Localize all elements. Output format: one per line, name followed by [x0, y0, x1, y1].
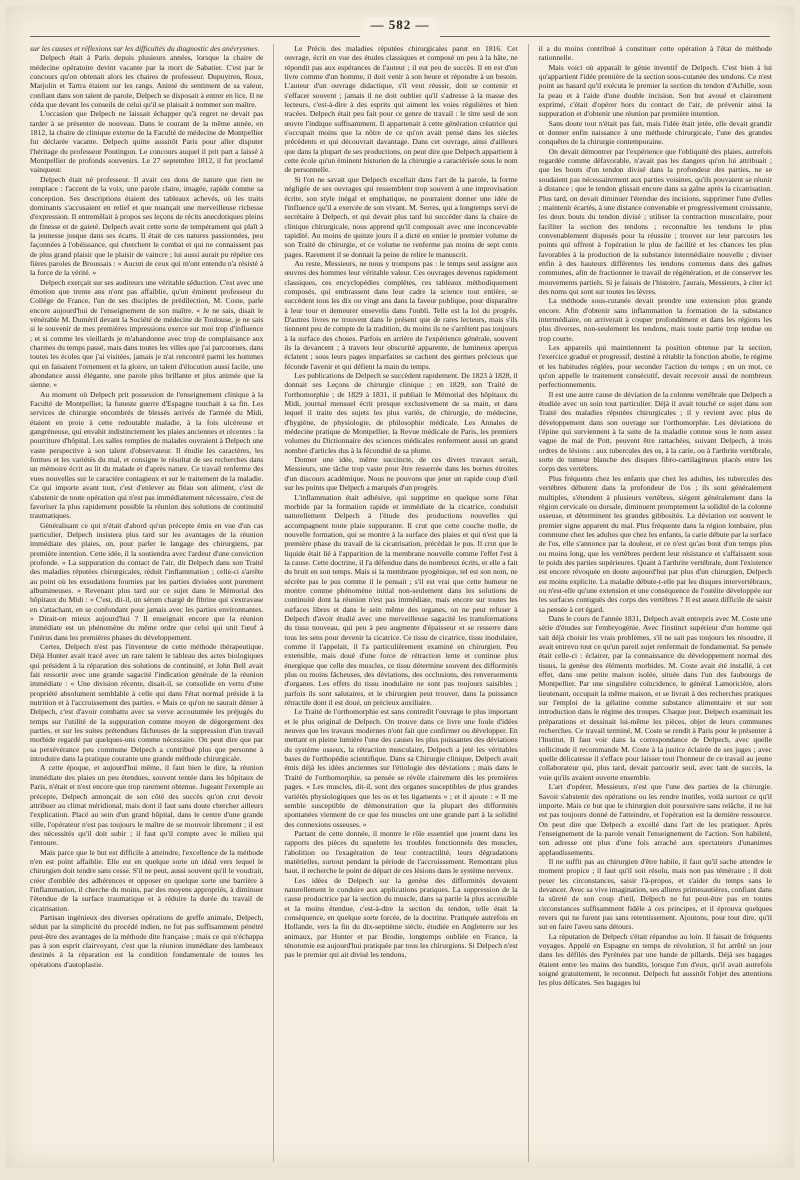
paragraph: il a du moins contribué à constituer cette opération à l'état de méthode rationnelle. — [538, 44, 772, 63]
paragraph: On devait démontrer par l'expérience que l'obliquité des plaies, autrefois regardée comme défavorable, n'avait pas les dangers qu'on lui attribuait ; que les bouts d'un tendon divisé dans la profondeur des parties, ne se soudaient pas nécessairement aux parties voisines, qu'ils pouvaient se réunir à distance ; que le tendon glissait encore dans sa gaîne après la cicatrisation. Plus tard, on devait diminuer l'étendue des incisions, supprimer l'une d'elles ; maintenir écartés, à une distance convenable et progressivement croissante, les deux bouts du tendon divisé ; utiliser la contraction musculaire, pour faciliter la section des tendons ; reconnaître les tendons le plus convenablement disposés pour la réussite ; trouver sur leur parcours les points qui offrent à l'opération le plus de facilité et les chances les plus favorables à la production de la substance intermédiaire nouvelle ; diviser enfin à des hauteurs différentes les tendons contenus dans des gaînes communes, afin de fractionner le travail de régénération, et de conserver les mouvements partiels. Si je faisais de l'histoire, j'aurais, Messieurs, à citer ici des noms qui sont sur toutes les lèvres. — [538, 146, 772, 296]
paragraph: La réputation de Delpech s'était répandue au loin. Il faisait de fréquents voyages. Appelé en Espagne en temps de révolution, il fut arrêté un jour dans les défilés des Pyrénées par une bande de pillards. Déjà ses bagages étaient entre les mains des bandits, lorsque l'un d'eux, qu'il avait autrefois soigné gratuitement, le reconnut. Delpech fut aussitôt l'objet des attentions les plus délicates. Ses bagages lui — [538, 931, 772, 988]
paragraph: Donner une idée, même succincte, de ces divers travaux serait, Messieurs, une tâche trop vaste pour être resserrée dans les bornes étroites d'un discours académique. Nous ne pouvons que jeter un rapide coup d'œil sur les points que Delpech a marqués d'un progrès. — [284, 455, 518, 493]
paragraph: Les idées de Delpech sur la genèse des difformités devaient naturellement le conduire aux applications pratiques. La suppression de la cause productrice par la section du muscle, dans sa partie la plus accessible et la moins étendue, c'est-à-dire la section du tendon, telle était la conséquence, en quelque sorte forcée, de la doctrine. Pratiquée autrefois en Hollande, vers la fin du dix-septième siècle, étudiée en Angleterre sur les animaux, par Hunter et par Brodie, longtemps oubliée en France, la ténotomie est aujourd'hui pratiquée par tous les chirurgiens. Si Delpech n'est pas le premier qui ait divisé les tendons, — [284, 875, 518, 960]
paragraph: Sans doute tout n'était pas fait, mais l'idée était jetée, elle devait grandir et donner enfin naissance à une méthode chirurgicale, l'une des grandes conquêtes de la chirurgie contemporaine. — [538, 118, 772, 147]
paragraph: L'art d'opérer, Messieurs, n'est que l'une des parties de la chirurgie. Savoir s'abstenir des opérations ou les rendre inutiles, voilà surtout ce qu'il importe. Mais ce but que le chirurgien doit poursuivre sans relâche, il ne lui est pas toujours donné de l'atteindre, et l'opération est la dernière ressource. On peut dire que Delpech a excellé dans l'art de les pratiquer. Après l'enseignement de la parole venait l'enseignement de l'action. Son habileté, son adresse ont plus d'une fois arraché aux spectateurs d'unanimes applaudissements. — [538, 782, 772, 857]
paragraph: Delpech était à Paris depuis plusieurs années, lorsque la chaire de médecine opératoire devint vacante par la mort de Sabatier. C'est par le concours qu'on obtenait alors les chaires de professeur. Dupuytren, Roux, Marjolin et Tartra étaient sur les rangs. Animé du sentiment de sa valeur, confiant dans son talent de parole, Delpech se disposait à entrer en lice. Il ne céda que devant les conseils de celui qu'il se plaisait à nommer son maître. — [30, 53, 264, 110]
paragraph: Delpech était né professeur. Il avait ces dons de nature que rien ne remplace : l'accent de la voix, une parole claire, imagée, rapide comme sa conception. Ses descriptions étaient des tableaux achevés, où les traits dominants s'accusaient en relief et que nuançait une merveilleuse richesse d'expression. Il entremêlait à propos ses leçons de récits anecdotiques pleins de finesse et de gaieté. Delpech avait cette sorte de tempérament qui plaît à la jeunesse jusque dans ses écarts. Il était de ces natures passionnées, peu façonnées à l'obéissance, qui cherchent le combat et qui ne connaissent pas de plus grand plaisir que le plaisir de vaincre ; lui aussi aurait pu répéter ces fières paroles de Broussais : « Aucun de ceux qui m'ont entendu n'a résisté à la force de la vérité. » — [30, 174, 264, 278]
paragraph: Partisan ingénieux des diverses opérations de greffe animale, Delpech, séduit par la simplicité du procédé indien, ne fut pas suffisamment pénétré peut-être des avantages de la méthode dite française ; mais ce qui n'échappa pas à son esprit clairvoyant, c'est que la réunion immédiate des lambeaux destinés à la réparation est la condition fondamentale de toutes les opérations d'autoplastie. — [30, 912, 264, 969]
text-columns — [30, 44, 772, 1162]
page-header — [6, 16, 794, 38]
paragraph: Il est une autre cause de déviation de la colonne vertébrale que Delpech a étudiée avec un soin tout particulier. Déjà il avait touché ce sujet dans son Traité des maladies réputées chirurgicales ; il y revient avec plus de développement dans son ouvrage sur l'orthomorphie. Les déviations de l'épine qui surviennent à la suite de la maladie connue sous le nom assez vague de mal de Pott, peuvent être rattachées, suivant Delpech, à trois ordres de lésions : aux tubercules des os, à la carie, ou à l'arthrite vertébrale, sorte de tumeur blanche des disques fibro-cartilagineux placés entre les corps des vertèbres. — [538, 389, 772, 474]
paragraph: L'inflammation était adhésive, qui supprime en quelque sorte l'état morbide par la formation rapide et immédiate de la cicatrice, conduisit naturellement Delpech à l'étude des productions nouvelles qui accompagnent toute plaie suppurante. Il crut que cette couche molle, de nouvelle formation, qui se montre à la surface des plaies et qui n'est que la première phase du travail de la cicatrisation, précédait le pus. Il crut que le liquide était lié à l'apparition de la membrane nouvelle comme l'effet l'est à la cause. Cette doctrine, il l'a défendue dans de nombreux écrits, et elle a fait du bruit en son temps. Mais si la membrane pyogénique, tel est son nom, ne sécrète pas le pus comme il le pensait ; s'il est vrai que cette humeur ne montre comme phénomène initial non-seulement dans les solutions de continuité dont la réunion n'est pas immédiate, mais encore sur toutes les surfaces libres et dans le sein même des organes, on ne peut refuser à Delpech d'avoir étudié avec une merveilleuse sagacité les transformations du tissu nouveau, qui peu à peu augmente d'épaisseur et se resserre dans tous les sens pour devenir la cicatrice. Ce tissu de cicatrice, tissu inodulaire, comme il l'appelait, il l'a particulièrement examiné en chirurgien. Peu extensible, mais doué d'une force de rétraction lente et continue plus énergique que celle des muscles, ce tissu détermine souvent des difformités plus ou moins fâcheuses, des déviations, des occlusions, des renversements d'organes. Les effets du tissu inodulaire ne sont pas toujours saisibles ; parfois ils sont salutaires, et le chirurgien peut trouver, dans la puissance rétractile dont il est doué, un précieux auxiliaire. — [284, 492, 518, 708]
paragraph: Au reste, Messieurs, ne nous y trompons pas : le temps seul assigne aux œuvres des hommes leur véritable valeur. Ces ouvrages devenus rapidement classiques, ces encyclopédies complètes, ces tableaux méthodiquement composés, qui embrassent dans leur cadre la science tout entière, se succèdent tous les dix ou vingt ans dans la faveur publique, pour disparaître à leur tour et demeurer ensevelis dans l'oubli. Telle est la loi du progrès. D'autres livres ne trouvent dans le présent que de rares lecteurs, mais s'ils tiennent peu de compte de la tradition, du moins ils ne s'arrêtent pas toujours à la surface des choses. Parfois en arrière de l'expérience générale, souvent ils la devancent ; à travers leur obscurité apparente, de lumineux aperçus éclatent ; sous leurs pages imparfaites se cachent des germes précieux que féconde l'avenir et qui défient la main du temps. — [284, 258, 518, 371]
paragraph: Delpech exerçait sur ses auditeurs une véritable séduction. C'est avec une émotion que trente ans n'ont pas affaiblie, qu'un éminent professeur du Collége de France, l'un de ses disciples de prédilection, M. Coste, parle encore aujourd'hui de l'enseignement de son maître. « Je ne sais, disait le vénérable M. Duméril devant la Société de médecine de Toulouse, je ne sais si le souvenir de mes premières impressions exerce sur moi trop d'influence ; et si comme les vieillards je m'abandonne avec trop de complaisance aux charmes du temps passé, mais dans toutes les villes que j'ai parcourues, dans toutes les écoles que j'ai visitées, jamais je n'ai rencontré parmi les hommes qui en faisaient l'ornement et la gloire, un talent d'élocution aussi facile, une abondance aussi élégante, une parole plus brillante et plus animée que la sienne. » — [30, 277, 264, 390]
column-middle — [284, 44, 517, 1162]
header-rule-left — [30, 36, 360, 37]
paragraph: sur les causes et réflexions sur les difficultés du diagnostic des anévrysmes. — [30, 44, 260, 53]
paragraph: Plus fréquents chez les enfants que chez les adultes, les tubercules des vertèbres débutent dans la profondeur de l'os ; ils sont généralement multiples, s'étendent à plusieurs vertèbres, siégent généralement dans la région cervicale ou dorsale, diminuent promptement la solidité de la colonne osseuse, et déterminent les grandes gibbosités. La déviation est souvent le premier signe apparent du mal. Plus fréquente dans la région lombaire, plus commune chez les adultes que chez les enfants, la carie débute par la surface de l'os, elle s'annonce par la douleur, et ce n'est qu'au bout d'un temps plus ou moins long, que les vertèbres perdent leur résistance et s'affaissent sous le poids des parties supérieures. Quant à l'arthrite vertébrale, dont l'existence est encore révoquée en doute aujourd'hui par plus d'un chirurgien, Delpech est moins explicite. La maladie débute-t-elle par les disques intervertébraux, ou n'est-elle qu'une extension et une conséquence de l'ostéite développée sur les surfaces contiguës des corps des vertèbres ? Il est assez difficile de saisir sa pensée à cet égard. — [538, 473, 772, 614]
column-left — [30, 44, 263, 1162]
paragraph: Le Traité de l'orthomorphie est sans contredit l'ouvrage le plus important et le plus original de Delpech. On trouve dans ce livre une foule d'idées neuves que les travaux modernes n'ont fait que confirmer ou développer. En mettant en pleine lumière l'une des causes les plus puissantes des déviations du système osseux, la rétraction musculaire, Delpech a jeté les véritables bases de l'orthopédie scientifique. Dans sa Chirurgie clinique, Delpech avait émis déjà les idées anciennes sur l'étiologie des déviations ; mais dans le Traité de l'orthomorphie, sa pensée se révèle clairement dès les premières pages. « Les muscles, dit-il, sont des organes susceptibles de plus grandes variétés physiologiques que les os et les ligaments » ; et il ajoute : « Il me semble susceptible de démonstration que la plupart des difformités spontanées viennent de ce que les muscles ont une grande part à la solidité des connexions osseuses. » — [284, 707, 518, 829]
column-right — [539, 44, 772, 1162]
paragraph: Les appareils qui maintiennent la position obtenue par la section, l'exercice gradué et progressif, destiné à rétablir la fonction abolie, le régime et les habitudes réglées, pour seconder l'action du temps ; en un mot, ce qu'on appelle le traitement consécutif, devait recevoir aussi de nombreux perfectionnements. — [538, 343, 772, 390]
paragraph: Dans le cours de l'année 1831, Delpech avait entrepris avec M. Coste une série d'études sur l'embryogénie. Avec l'instinct supérieur d'un homme qui sait déjà choisir les vrais problèmes, s'il ne sait pas toujours les résoudre, il avait entrevu tout ce qu'un pareil sujet renfermait de fondamental. Sa pensée était celle-ci : éclairer, par la connaissance du développement normal des tissus, la genèse des éléments morbides. M. Coste avait été installé, à cet effet, dans une petite maison isolée, située dans l'un des faubourgs de Montpellier. Par une singulière coïncidence, le général Lamoricière, alors lieutenant, occupait la même maison, et se livrait à des recherches pratiques sur l'emploi de la gélatine comme substance alimentaire et sur son introduction dans le régime des troupes. Chaque jour, Delpech examinait les préparations et dessinait lui-même les pièces, objet de leurs communes recherches. Ce travail terminé, M. Coste se rendit à Paris pour le présenter à l'Institut. Il faut voir dans la correspondance de Delpech, avec quelle sollicitude il recommande M. Coste à la justice éclairée de ses juges ; avec quelle délicatesse il s'efface pour laisser tout l'honneur de ce travail au jeune collaborateur qui, plus tard, devait parcourir seul, avec tant de succès, la voie qu'ils avaient ouverte ensemble. — [538, 613, 772, 782]
paragraph: Le Précis des maladies réputées chirurgicales parut en 1816. Cet ouvrage, écrit en vue des études classiques et composé un peu à la hâte, ne répondit pas aux espérances de l'auteur ; il eut peu de succès. Il en est d'un livre comme d'un homme, il doit venir à son heure et répondre à un besoin. L'auteur d'un ouvrage didactique, s'il veut réussir, doit se contenir et s'effacer souvent ; jamais il ne doit oublier qu'il s'adresse à la masse des lecteurs, c'est-à-dire à des esprits qui aiment les voies régulières et bien tracées. Delpech était peu fait pour ce genre de travail : le titre seul de son œuvre l'indique suffisamment. Il appartenait à cette génération créatrice qui s'occupait moins que la nôtre de ce qu'on avait pensé dans les siècles précédents et qui découvrait davantage. Dans cet ouvrage, ainsi d'ailleurs que dans la plupart de ses productions, on peut dire que Delpech appartient à cette école qu'un éminent historien de la chirurgie a caractérisée sous le nom de personnelle. — [284, 44, 518, 175]
paragraph: Au moment où Delpech prit possession de l'enseignement clinique à la Faculté de Montpellier, la funeste guerre d'Espagne touchait à sa fin. Les services de chirurgie encombrés de blessés arrivés de l'armée du Midi, étaient en proie à cette redoutable maladie, à la fois ulcéreuse et gangréneuse, qui envahit indistinctement les plaies anciennes et récentes : la pourriture d'hôpital. Les salles remplies de malades ouvraient à Delpech une vaste perspective à son talent d'observateur. Il étudie les caractères, les formes et les variétés du mal, et consigne le résultat de ses recherches dans un mémoire écrit au lit du malade et d'après nature. Ce travail renferme des vues nouvelles sur le caractère contagieux et sur le traitement de la maladie. Ce qui importe avant tout, c'est d'enlever au fléau son aliment, c'est de s'abstenir de toute opération qui n'est pas immédiatement nécessaire, c'est de favoriser la plus rapidement possible la réunion des solutions de continuité traumatiques. — [30, 389, 264, 521]
paragraph: La méthode sous-cutanée devait prendre une extension plus grande encore. Afin d'obtenir sans inflammation la formation de la substance intermédiaire, on arriverait à couper profondément et dans les régions les plus diverses, non-seulement les tendons, mais toute partie trop tendue ou trop courte. — [538, 296, 772, 343]
column-divider — [273, 44, 274, 1162]
paragraph: Mais voici où apparaît le génie inventif de Delpech. C'est bien à lui qu'appartient l'idée première de la section sous-cutanée des tendons. Ce n'est point au hasard qu'il exécuta le premier la section du tendon d'Achille, sous la peau et à l'aide d'une double incision. Son but avoué et clairement exprimé, c'était d'opérer hors du contact de l'air, de prévenir ainsi la suppuration et d'obtenir une réunion par première intention. — [538, 62, 772, 119]
paragraph: Certes, Delpech n'est pas l'inventeur de cette méthode thérapeutique. Déjà Hunter avait tracé avec un rare talent le tableau des actes biologiques qui président à la réparation des solutions de continuité, et John Bell avait fait ressortir avec une grande sagacité l'indication générale de la réunion immédiate : « Une division récente, disait-il, se consolide en vertu d'une propriété absolument semblable à celle qui dans l'état normal préside à la nutrition et à l'accroissement des parties. » Mais ce qu'on ne saurait dénier à Delpech, c'est d'avoir combattu avec sa verve accoutumée les préjugés du temps sur l'utilité de la suppuration comme moyen de dégorgement des parties, et sur les suites prétendues fâcheuses de la suppression d'un travail morbide regardé par quelques-uns comme nécessaire. On peut dire que par sa persévérance peu commune Delpech a contribué plus que personne à introduire dans la pratique courante une grande méthode chirurgicale. — [30, 642, 264, 764]
paragraph: Partant de cette donnée, il montre le rôle essentiel que jouent dans les rapports des pièces du squelette les troubles fonctionnels des muscles, l'abolition ou l'exagération de leur contractilité, leurs dégradations matérielles, surtout pendant la période de l'accroissement. Remontant plus haut, il recherche le point de départ de ces lésions dans le système nerveux. — [284, 828, 518, 876]
paragraph: Les publications de Delpech se succèdent rapidement. De 1823 à 1828, il donnait ses Leçons de chirurgie clinique ; en 1829, son Traité de l'orthomorphie ; de 1829 à 1831, il publiait le Mémorial des hôpitaux du Midi, journal mensuel écrit presque exclusivement de sa main, et dans lequel il traite des sujets les plus variés, de chirurgie, de médecine, d'hygiène, de physiologie, de philosophie médicale. Les Annales de médecine pratique de Montpellier, la Revue médicale de Paris, les premiers volumes du Dictionnaire des sciences médicales renferment aussi un grand nombre d'articles dus à la fécondité de sa plume. — [284, 371, 518, 455]
paragraph: Il ne suffit pas au chirurgien d'être habile, il faut qu'il sache attendre le moment propice ; il faut qu'il soit résolu, mais non pas téméraire ; il doit peser les circonstances, saisir l'à-propos, et s'aider du temps sans le devancer. Avec sa vive imagination, ses allures primesautières, confiant dans la sûreté de son coup d'œil, Delpech ne fut peut-être pas en toutes circonstances suffisamment fidèle à ces principes, et il éprouva quelques revers qui ne furent pas sans retentissement. Ajoutons, pour tout dire, qu'il sut en faire l'aveu sans détours. — [538, 856, 772, 932]
newspaper-page — [6, 6, 794, 1168]
column-divider — [528, 44, 529, 1162]
paragraph: A cette époque, et aujourd'hui même, il faut bien le dire, la réunion immédiate des plaies un peu étendues, souvent tentée dans les hôpitaux de Paris, n'était et n'est encore que trop rarement obtenue. Jugeant l'exemple au précepte, Delpech annonçait de son côté des succès qu'on crut devoir attribuer au climat méridional, mais dont il faut sans doute chercher ailleurs l'explication. Placé au sein d'un grand hôpital, dans le centre d'une grande ville, l'opérateur n'est pas toujours le maître de se mouvoir librement ; il est des nécessités qu'il doit subir ; il faut qu'il compte avec le milieu qui l'entoure. — [30, 763, 264, 848]
paragraph: Généralisant ce qui n'était d'abord qu'un précepte émis en vue d'un cas particulier, Delpech insistera plus tard sur les avantages de la réunion immédiate des plaies, on, pour parler le langage des chirurgiens, par première intention. Cette idée, il la soutiendra avec l'ardeur d'une conviction profonde. « La suppuration du contact de l'air, dit Delpech dans son Traité des maladies réputées chirurgicales, réduit l'inflammation ; celle-ci s'arrête au point où les exsudations fournies par les parties divisées sont purement albumineuses. » Revenant plus tard sur ce sujet dans le Mémorial des hôpitaux du Midi : « C'est, dit-il, un sérum chargé de fibrine qui s'extravase en s'attachant, en se confondant pour jamais avec les parties environnantes. » Dirait-on mieux aujourd'hui ? Il enseignait encore que la réunion immédiate est un phénomène du même ordre que celui qui unit l'œuf à l'utérus dans les premières phases du développement. — [30, 520, 264, 642]
paragraph: Si l'on ne savait que Delpech excellait dans l'art de la parole, la forme négligée de ses ouvrages qui ressemblent trop souvent à une improvisation écrite, son style inégal et emphatique, ne pourraient donner une idée de l'influence qu'il a exercée de son vivant. M. Serres, qui a longtemps servi de secrétaire à Delpech, et qui devait plus tard lui succéder dans la chaire de clinique chirurgicale, nous apprend qu'il composait avec une inconcevable rapidité. Au moins de quinze jours il a dicté en entier le premier volume de son Traité de chirurgie, et ce volume ne renferme pas moins de sept cents pages. Rarement il se donnait la peine de relire le manuscrit. — [284, 174, 518, 259]
paragraph: L'occasion que Delpech ne laissait échapper qu'à regret ne devait pas tarder à se présenter de nouveau. Dans le courant de la même année, en 1812, la chaire de clinique externe de la Faculté de médecine de Montpellier fut déclarée vacante. Delpech quitte aussitôt Paris pour aller disputer l'héritage du professeur Poutingon. Le concours auquel il prit part a laissé à Montpellier de profonds souvenirs. Le 27 septembre 1812, il fut proclamé vainqueur. — [30, 109, 264, 175]
paragraph: Mais parce que le but est difficile à atteindre, l'excellence de la méthode n'en est point affaiblie. Elle est en quelque sorte un idéal vers lequel le chirurgien doit tendre sans cesse. S'il ne peut, aussi souvent qu'il le voudrait, créer d'emblée des adhérences et opposer en quelque sorte une barrière à l'inflammation, il cherche du moins, par des moyens appropriés, à diminuer l'étendue de la surface traumatique et à réduire la durée du travail de cicatrisation. — [30, 847, 264, 913]
page-number: — 582 — — [365, 17, 436, 33]
header-rule-right — [440, 36, 770, 37]
